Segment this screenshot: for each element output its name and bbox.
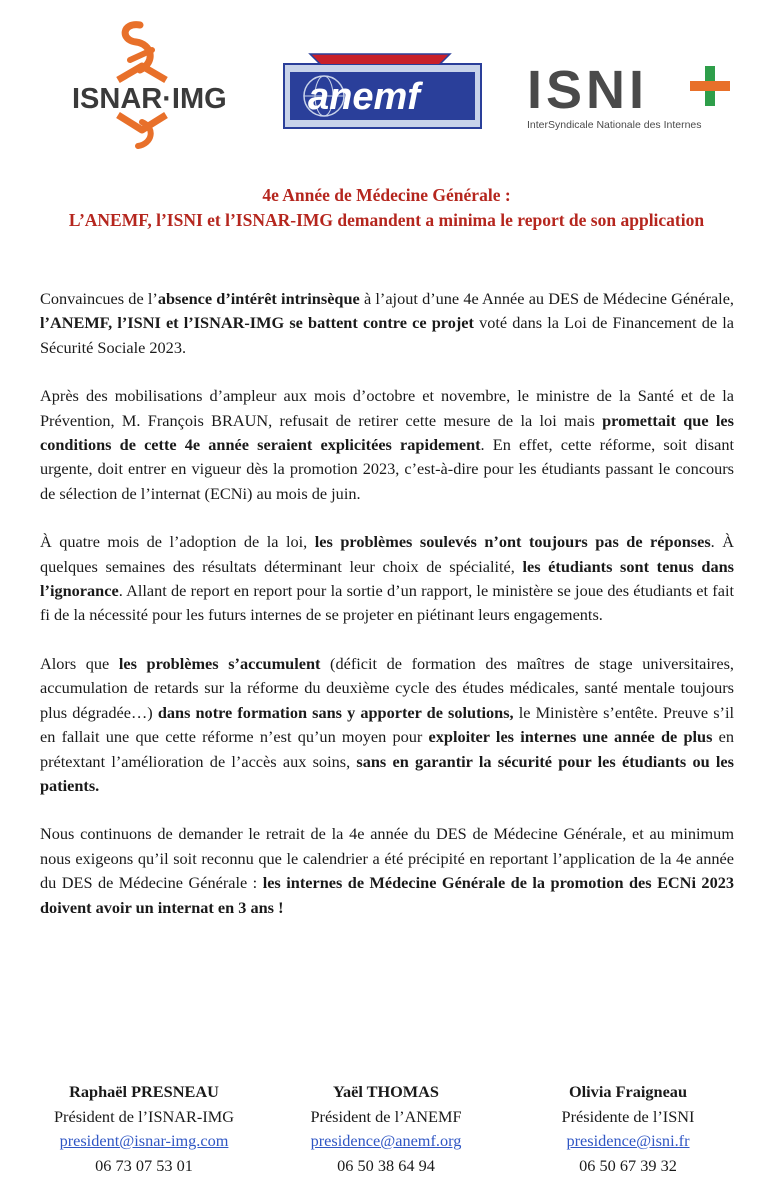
isni-logo-text: ISNI xyxy=(527,60,649,120)
paragraph-2 xyxy=(40,384,734,506)
isnar-logo-text: ISNAR·IMG xyxy=(72,83,227,115)
text-run: . En effet, cette réforme, soit disant urgente, doit entrer en vigueur dès la promotion 2023, c’est-à-dire pour les étudiants passant le concours de sélection de l’internat (ECNi) au mois de juin. xyxy=(40,435,734,503)
bold-text: l’ANEMF, l’ISNI et l’ISNAR-IMG se battent contre ce projet xyxy=(40,313,474,333)
bold-text: exploiter les internes une année de plus xyxy=(428,727,713,747)
isni-logo-subtitle: InterSyndicale Nationale des Internes xyxy=(527,119,702,131)
text-run: Nous continuons de demander le retrait de la 4e année du DES de Médecine Générale, et au minimum nous exigeons qu’il soit reconnu que le calendrier a été précipité en reportant l’application de la 4e année du DES de Médecine Générale : xyxy=(40,824,734,893)
signature-isni xyxy=(508,1080,748,1178)
signature-anemf xyxy=(266,1080,506,1178)
signatory-name: Raphaël PRESNEAU xyxy=(69,1082,219,1101)
signatory-role: Président de l’ANEMF xyxy=(310,1106,462,1126)
bold-text: absence d’intérêt intrinsèque xyxy=(157,289,360,308)
bold-text: les problèmes s’accumulent xyxy=(118,653,321,673)
signatory-role: Président de l’ISNAR-IMG xyxy=(54,1106,234,1126)
text-run: Après des mobilisations d’ampleur aux mois d’octobre et novembre, le ministre de la Santé et de la Prévention, M. François BRAUN, refusait de retirer cette mesure de la loi mais xyxy=(40,386,734,430)
text-run: À quatre mois de l’adoption de la loi, xyxy=(40,532,315,552)
signatory-email-link[interactable]: presidence@anemf.org xyxy=(310,1131,462,1150)
signatory-email-link[interactable]: presidence@isni.fr xyxy=(566,1131,690,1150)
signatory-role: Présidente de l’ISNI xyxy=(561,1106,695,1126)
signatory-phone: 06 73 07 53 01 xyxy=(95,1155,193,1175)
bold-text: sans en garantir la sécurité pour les étudiants ou les patients. xyxy=(40,751,734,795)
text-run: . Allant de report en report pour la sortie d’un rapport, le ministère se joue des étudiants et fait fi de la nécessité pour les futurs internes de se projeter en piétinant leurs engagements. xyxy=(40,581,734,625)
paragraph-4 xyxy=(40,652,734,798)
text-run: voté dans la Loi de Financement de la Sécurité Sociale 2023. xyxy=(40,313,734,357)
bold-text: les internes de Médecine Générale de la promotion des ECNi 2023 doivent avoir un internat en 3 ans ! xyxy=(40,873,734,917)
isnar-img-logo xyxy=(60,10,250,155)
bold-text: les problèmes soulevés n’ont toujours pas de réponses xyxy=(314,532,711,552)
signatory-email-link[interactable]: president@isnar-img.com xyxy=(59,1131,229,1150)
signatory-name: Olivia Fraigneau xyxy=(568,1082,688,1101)
signature-isnar xyxy=(24,1080,264,1178)
paragraph-1 xyxy=(40,287,734,360)
bold-text: dans notre formation sans y apporter de solutions, xyxy=(157,702,514,722)
signatory-name: Yaël THOMAS xyxy=(333,1082,439,1101)
text-run: Convaincues de l’ xyxy=(40,289,158,308)
title-line-2: L’ANEMF, l’ISNI et l’ISNAR-IMG demandent a minima le report de son application xyxy=(68,210,705,230)
paragraph-5 xyxy=(40,822,734,920)
text-run: Alors que xyxy=(40,653,119,673)
paragraph-3 xyxy=(40,530,734,628)
anemf-logo-text: anemf xyxy=(308,76,420,118)
text-run: le Ministère s’entête. Preuve s’il en fallait une que cette réforme n’est qu’un moyen pour xyxy=(40,702,735,747)
logo-header xyxy=(0,10,773,160)
text-run: en prétextant l’amélioration de l’accès aux soins, xyxy=(40,727,735,771)
text-run: à l’ajout d’une 4e Année au DES de Médecine Générale, xyxy=(359,289,734,308)
text-run: . À quelques semaines des résultats déterminant leur choix de spécialité, xyxy=(40,532,734,576)
bold-text: les étudiants sont tenus dans l’ignorance xyxy=(40,556,734,601)
isni-logo xyxy=(525,60,740,140)
press-release-body xyxy=(40,287,734,944)
signatory-phone: 06 50 38 64 94 xyxy=(337,1155,435,1175)
text-run: (déficit de formation des maîtres de stage universitaires, accumulation de retards sur la réforme du deuxième cycle des études médicales, santé mentale toujours plus dégradée…) xyxy=(40,653,734,722)
bold-text: promettait que les conditions de cette 4e année seraient explicitées rapidement xyxy=(40,410,734,455)
page-title xyxy=(40,183,733,233)
anemf-logo xyxy=(280,50,485,140)
title-line-1: 4e Année de Médecine Générale : xyxy=(262,185,511,205)
signatory-phone: 06 50 67 39 32 xyxy=(579,1155,677,1175)
signatures xyxy=(0,1080,773,1190)
